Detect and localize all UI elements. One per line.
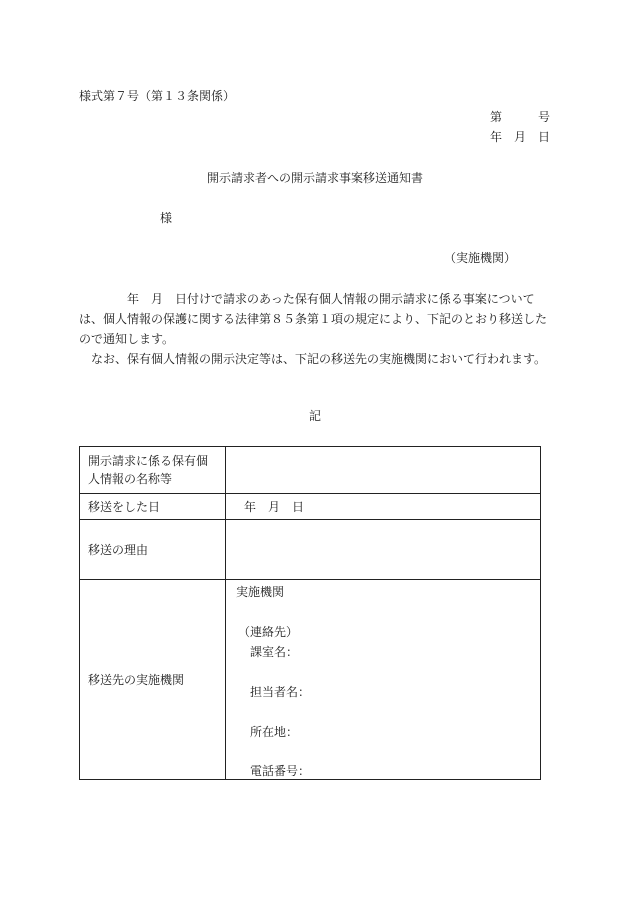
document-date-line: 年 月 日 xyxy=(489,130,550,144)
transfer-info-table xyxy=(79,446,541,780)
body-paragraph-decision: なお、保有個人情報の開示決定等は、下記の移送先の実施機関において行われます。 xyxy=(91,352,547,366)
table-row xyxy=(80,447,541,494)
document-number-line: 第 号 xyxy=(489,110,550,124)
destination-agency-value xyxy=(226,580,541,780)
transfer-reason-label: 移送の理由 xyxy=(80,520,226,580)
dest-address-field: 所在地： xyxy=(250,725,299,739)
transfer-reason-value xyxy=(226,520,541,580)
table-row xyxy=(80,494,541,520)
dest-agency-text: 実施機関 xyxy=(236,585,285,599)
document-title: 開示請求者への開示請求事案移送通知書 xyxy=(206,171,423,185)
transfer-date-label: 移送をした日 xyxy=(80,494,226,520)
destination-details xyxy=(226,580,540,779)
dest-phone-field: 電話番号： xyxy=(250,764,311,778)
ki-heading: 記 xyxy=(308,409,321,423)
addressee-honorific: 様 xyxy=(160,211,173,225)
destination-agency-label: 移送先の実施機関 xyxy=(80,580,226,780)
dest-section-field: 課室名： xyxy=(250,645,299,659)
form-number-label: 様式第７号（第１３条関係） xyxy=(79,89,236,103)
transfer-date-value: 年 月 日 xyxy=(226,494,541,520)
table-row xyxy=(80,580,541,780)
info-name-value xyxy=(226,447,541,494)
dest-person-field: 担当者名： xyxy=(250,685,311,699)
body-paragraph-transfer: 年 月 日付けで請求のあった保有個人情報の開示請求に係る事案については、個人情報の保護に関する法律第８５条第１項の規定により、下記のとおり移送したので通知します。 xyxy=(79,292,548,346)
table-row xyxy=(80,520,541,580)
info-name-label: 開示請求に係る保有個人情報の名称等 xyxy=(80,447,226,494)
dest-contact-heading: （連絡先） xyxy=(238,625,299,639)
issuing-agency: （実施機関） xyxy=(443,251,516,265)
